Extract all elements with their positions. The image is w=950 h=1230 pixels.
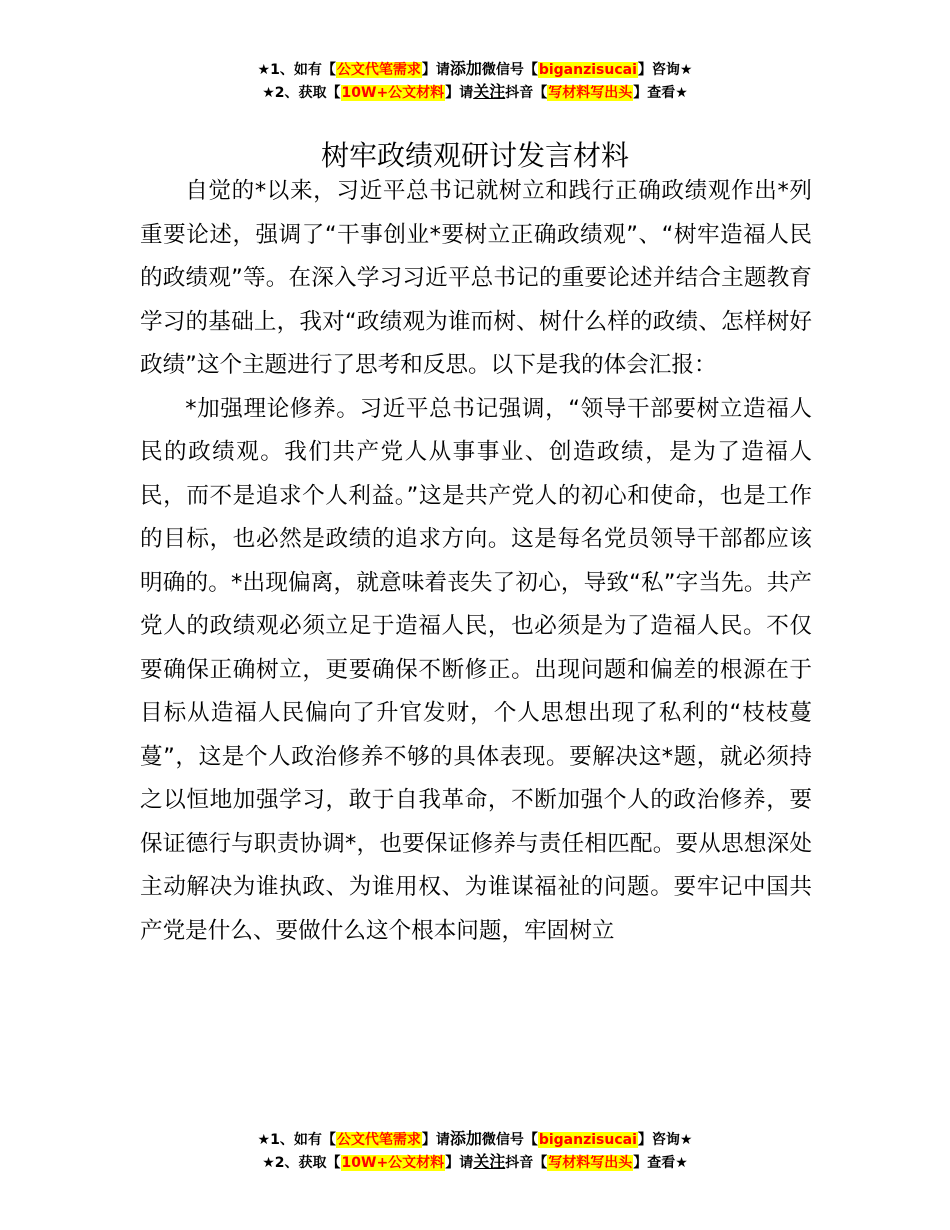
bracket: 】 <box>633 85 648 101</box>
document-body <box>140 170 812 953</box>
douyin-account-tag: 写材料写出头 <box>548 1155 633 1171</box>
bracket: 】 <box>445 1155 460 1171</box>
banner-text: 查看★ <box>647 1155 688 1171</box>
banner-text: ★2、获取 <box>262 1155 327 1171</box>
header-banner <box>0 58 950 104</box>
banner-text: 添加 <box>449 59 482 78</box>
banner-line-1 <box>0 58 950 81</box>
ghostwriting-tag: 公文代笔需求 <box>336 62 421 78</box>
bracket: 】 <box>445 85 460 101</box>
paragraph: *加强理论修养。习近平总书记强调，“领导干部要树立造福人民的政绩观。我们共产党人从事事业、创造政绩，是为了造福人民，而不是追求个人利益。”这是共产党人的初心和使命，也是工作的目标，也必然是政绩的追求方向。这是每名党员领导干部都应该明确的。*出现偏离，就意味着丧失了初心，导致“私”字当先。共产党人的政绩观必须立足于造福人民，也必须是为了造福人民。不仅要确保正确树立，更要确保不断修正。出现问题和偏差的根源在于目标从造福人民偏向了升官发财，个人思想出现了私利的“枝枝蔓蔓”，这是个人政治修养不够的具体表现。要解决这*题，就必须持之以恒地加强学习，敢于自我革命，不断加强个人的政治修养，要保证德行与职责协调*，也要保证修养与责任相匹配。要从思想深处主动解决为谁执政、为谁用权、为谁谋福祉的问题。要牢记中国共产党是什么、要做什么这个根本问题，牢固树立 <box>140 395 812 944</box>
materials-tag: 10W+公文材料 <box>341 1155 445 1171</box>
bracket: 【 <box>321 1132 336 1148</box>
wechat-id-tag: biganzisucai <box>538 62 637 78</box>
banner-text: 微信号 <box>481 1132 524 1148</box>
bracket: 【 <box>326 1155 341 1171</box>
banner-text: 关注 <box>473 82 506 101</box>
bracket: 【 <box>523 1132 538 1148</box>
bracket: 】 <box>637 1132 652 1148</box>
banner-line-2 <box>0 1151 950 1174</box>
banner-text: 添加 <box>449 1129 482 1148</box>
footer-banner <box>0 1128 950 1174</box>
paragraph: 自觉的*以来，习近平总书记就树立和践行正确政绩观作出*列重要论述，强调了“干事创业*要树立正确政绩观”、“树牢造福人民的政绩观”等。在深入学习习近平总书记的重要论述并结合主题教育学习的基础上，我对“政绩观为谁而树、树什么样的政绩、怎样树好政绩”这个主题进行了思考和反思。以下是我的体会汇报： <box>140 178 812 378</box>
banner-text: ★1、如有 <box>257 62 322 78</box>
banner-text: 微信号 <box>481 62 524 78</box>
banner-line-1 <box>0 1128 950 1151</box>
banner-text: ★1、如有 <box>257 1132 322 1148</box>
bracket: 】 <box>633 1155 648 1171</box>
bracket: 【 <box>326 85 341 101</box>
bracket: 【 <box>523 62 538 78</box>
bracket: 】 <box>637 62 652 78</box>
ghostwriting-tag: 公文代笔需求 <box>336 1132 421 1148</box>
banner-text: 咨询★ <box>651 1132 693 1148</box>
banner-text: 咨询★ <box>651 62 693 78</box>
wechat-id-tag: biganzisucai <box>538 1132 637 1148</box>
banner-text: 请 <box>435 62 450 78</box>
document-title: 树牢政绩观研讨发言材料 <box>320 138 629 172</box>
materials-tag: 10W+公文材料 <box>341 85 445 101</box>
banner-text: 查看★ <box>647 85 688 101</box>
banner-text: 抖音 <box>505 85 534 101</box>
douyin-account-tag: 写材料写出头 <box>548 85 633 101</box>
bracket: 【 <box>321 62 336 78</box>
banner-text: ★2、获取 <box>262 85 327 101</box>
bracket: 】 <box>421 1132 436 1148</box>
banner-text: 请 <box>435 1132 450 1148</box>
banner-text: 关注 <box>473 1152 506 1171</box>
banner-line-2 <box>0 81 950 104</box>
bracket: 【 <box>533 1155 548 1171</box>
banner-text: 请 <box>459 1155 474 1171</box>
bracket: 】 <box>421 62 436 78</box>
banner-text: 抖音 <box>505 1155 534 1171</box>
bracket: 【 <box>533 85 548 101</box>
banner-text: 请 <box>459 85 474 101</box>
